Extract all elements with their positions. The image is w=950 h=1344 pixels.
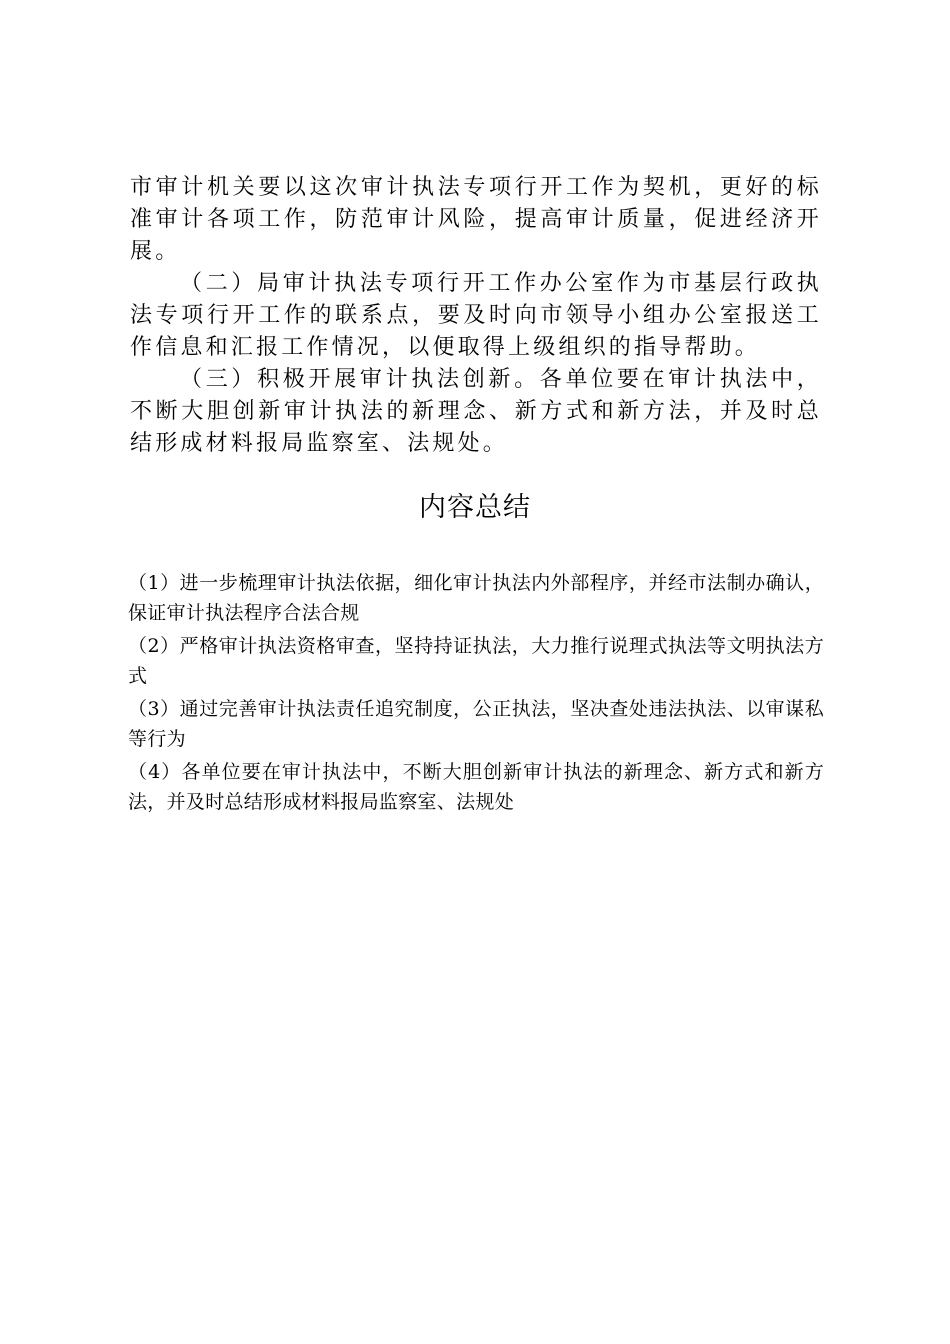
summary-item-4: （4）各单位要在审计执法中，不断大胆创新审计执法的新理念、新方式和新方法，并及时总结形成材料报局监察室、法规处 bbox=[128, 761, 824, 813]
body-paragraph-3: （三）积极开展审计执法创新。各单位要在审计执法中，不断大胆创新审计执法的新理念、新方式和新方法，并及时总结形成材料报局监察室、法规处。 bbox=[130, 367, 822, 456]
summary-item-2: （2）严格审计执法资格审查，坚持持证执法，大力推行说理式执法等文明执法方式 bbox=[128, 635, 824, 687]
summary-item-1: （1）进一步梳理审计执法依据，细化审计执法内外部程序，并经市法制办确认，保证审计执法程序合法合规 bbox=[128, 572, 824, 624]
body-paragraph-1: 市审计机关要以这次审计执法专项行开工作为契机，更好的标准审计各项工作，防范审计风险，提高审计质量，促进经济开展。 bbox=[130, 175, 822, 264]
body-text bbox=[130, 172, 822, 460]
summary-item-3: （3）通过完善审计执法责任追究制度，公正执法，坚决查处违法执法、以审谋私等行为 bbox=[128, 698, 824, 750]
body-paragraph-2: （二）局审计执法专项行开工作办公室作为市基层行政执法专项行开工作的联系点，要及时向市领导小组办公室报送工作信息和汇报工作情况，以便取得上级组织的指导帮助。 bbox=[130, 271, 822, 360]
summary-title: 内容总结 bbox=[419, 492, 531, 523]
summary-list bbox=[128, 568, 824, 820]
